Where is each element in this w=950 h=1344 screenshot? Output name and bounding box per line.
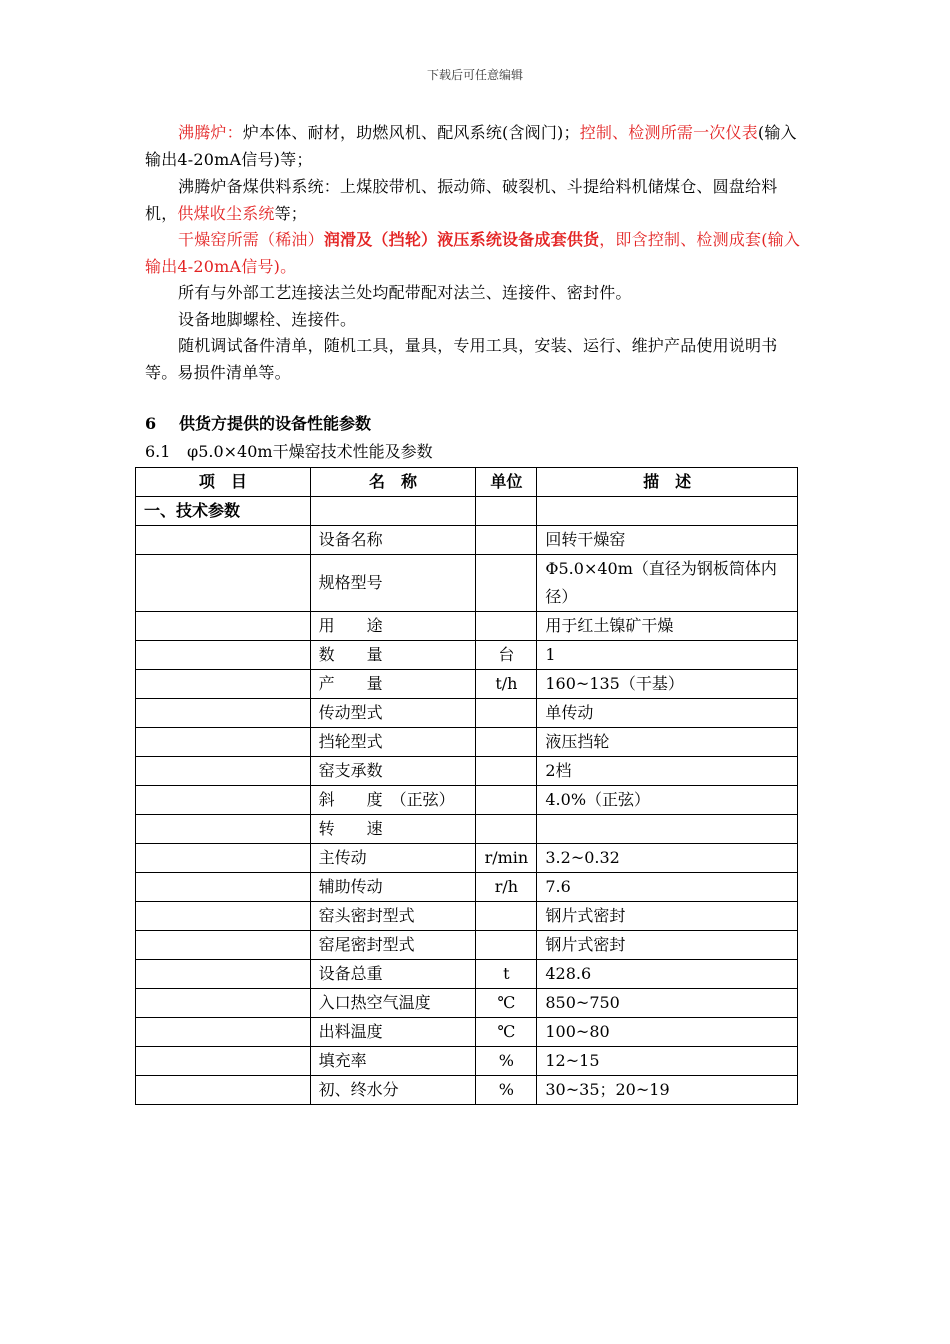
- item-cell: [136, 699, 311, 728]
- name-cell: 用 途: [310, 612, 476, 641]
- unit-cell: ℃: [476, 989, 537, 1018]
- unit-cell: [476, 612, 537, 641]
- table-row: [136, 786, 798, 815]
- name-cell: 窑支承数: [310, 757, 476, 786]
- coal-feed-text: 沸腾炉备煤供料系统：上煤胶带机、振动筛、破裂机、斗提给料机储煤仓、圆盘给料机，: [145, 177, 778, 223]
- unit-cell: [476, 728, 537, 757]
- desc-cell: 4.0%（正弦）: [537, 786, 798, 815]
- unit-cell: [476, 555, 537, 612]
- table-row: [136, 728, 798, 757]
- desc-cell: 12~15: [537, 1047, 798, 1076]
- table-row: [136, 699, 798, 728]
- name-cell: 填充率: [310, 1047, 476, 1076]
- group-label: 一、技术参数: [136, 497, 311, 526]
- boiler-instruments: 控制、检测所需一次仪表: [579, 123, 758, 142]
- item-cell: [136, 612, 311, 641]
- desc-cell: 2档: [537, 757, 798, 786]
- dust-collection: 供煤收尘系统: [177, 203, 275, 223]
- name-cell: 规格型号: [310, 555, 476, 612]
- unit-cell: [476, 757, 537, 786]
- paragraph-spares: 随机调试备件清单，随机工具，量具，专用工具，安装、运行、维护产品使用说明书等。易损件清单等。: [145, 336, 778, 382]
- item-cell: [136, 1018, 311, 1047]
- unit-cell: %: [476, 1076, 537, 1105]
- name-cell: 窑头密封型式: [310, 902, 476, 931]
- desc-cell: 30~35；20~19: [537, 1076, 798, 1105]
- desc-cell: 单传动: [537, 699, 798, 728]
- lubrication-a: 干燥窑所需（稀油）: [178, 230, 324, 249]
- item-cell: [136, 815, 311, 844]
- parameter-table: [135, 467, 798, 1105]
- table-row: [136, 670, 798, 699]
- item-cell: [136, 757, 311, 786]
- table-row: [136, 960, 798, 989]
- empty-cell: [537, 497, 798, 526]
- table-row: [136, 526, 798, 555]
- name-cell: 产 量: [310, 670, 476, 699]
- item-cell: [136, 526, 311, 555]
- item-cell: [136, 989, 311, 1018]
- header-unit: 单位: [476, 468, 537, 497]
- item-cell: [136, 670, 311, 699]
- desc-cell: 7.6: [537, 873, 798, 902]
- item-cell: [136, 786, 311, 815]
- unit-cell: [476, 902, 537, 931]
- desc-cell: 100~80: [537, 1018, 798, 1047]
- desc-cell: 1: [537, 641, 798, 670]
- table-row: [136, 844, 798, 873]
- item-cell: [136, 555, 311, 612]
- item-cell: [136, 902, 311, 931]
- desc-cell: [537, 815, 798, 844]
- subsection-number: 6.1: [145, 442, 171, 461]
- desc-cell: 钢片式密封: [537, 902, 798, 931]
- paragraph-bolts: 设备地脚螺栓、连接件。: [178, 310, 357, 329]
- name-cell: 出料温度: [310, 1018, 476, 1047]
- desc-cell: Φ5.0×40m（直径为钢板筒体内径）: [537, 555, 798, 612]
- table-row: [136, 612, 798, 641]
- desc-cell: 850~750: [537, 989, 798, 1018]
- table-row: [136, 1076, 798, 1105]
- name-cell: 挡轮型式: [310, 728, 476, 757]
- boiler-signal: (输入输出4-20mA信号)等；: [145, 123, 797, 169]
- item-cell: [136, 1076, 311, 1105]
- table-row: [136, 815, 798, 844]
- table-row: [136, 1018, 798, 1047]
- table-row: [136, 989, 798, 1018]
- section-title: 供货方提供的设备性能参数: [179, 414, 372, 433]
- desc-cell: 回转干燥窑: [537, 526, 798, 555]
- subsection-title: φ5.0×40m干燥窑技术性能及参数: [187, 442, 433, 461]
- boiler-components: 炉本体、耐材，助燃风机、配风系统(含阀门)；: [242, 123, 580, 142]
- unit-cell: [476, 526, 537, 555]
- unit-cell: t/h: [476, 670, 537, 699]
- desc-cell: 液压挡轮: [537, 728, 798, 757]
- page-header: 下载后可任意编辑: [426, 68, 523, 82]
- name-cell: 传动型式: [310, 699, 476, 728]
- table-row: [136, 1047, 798, 1076]
- name-cell: 设备总重: [310, 960, 476, 989]
- unit-cell: ℃: [476, 1018, 537, 1047]
- unit-cell: 台: [476, 641, 537, 670]
- item-cell: [136, 931, 311, 960]
- unit-cell: [476, 931, 537, 960]
- header-desc: 描 述: [537, 468, 798, 497]
- desc-cell: 3.2~0.32: [537, 844, 798, 873]
- empty-cell: [476, 497, 537, 526]
- unit-cell: r/min: [476, 844, 537, 873]
- boiler-label: 沸腾炉：: [178, 123, 243, 142]
- group-row: [136, 497, 798, 526]
- desc-cell: 160~135（干基）: [537, 670, 798, 699]
- table-header-row: [136, 468, 798, 497]
- item-cell: [136, 728, 311, 757]
- table-row: [136, 873, 798, 902]
- table-row: [136, 555, 798, 612]
- desc-cell: 用于红土镍矿干燥: [537, 612, 798, 641]
- name-cell: 主传动: [310, 844, 476, 873]
- paragraph-flanges: 所有与外部工艺连接法兰处均配带配对法兰、连接件、密封件。: [178, 283, 632, 302]
- header-name: 名 称: [310, 468, 476, 497]
- desc-cell: 428.6: [537, 960, 798, 989]
- table-row: [136, 641, 798, 670]
- name-cell: 转 速: [310, 815, 476, 844]
- coal-feed-end: 等；: [274, 203, 308, 223]
- unit-cell: r/h: [476, 873, 537, 902]
- item-cell: [136, 1047, 311, 1076]
- section-heading: [145, 411, 371, 434]
- name-cell: 窑尾密封型式: [310, 931, 476, 960]
- paragraph-lubrication: [145, 227, 807, 280]
- paragraph-coal-feed: [145, 174, 807, 227]
- lubrication-b: 润滑及（挡轮）液压系统设备成套供货: [323, 230, 600, 249]
- desc-cell: 钢片式密封: [537, 931, 798, 960]
- name-cell: 入口热空气温度: [310, 989, 476, 1018]
- name-cell: 辅助传动: [310, 873, 476, 902]
- unit-cell: [476, 815, 537, 844]
- unit-cell: %: [476, 1047, 537, 1076]
- item-cell: [136, 873, 311, 902]
- header-item: 项 目: [136, 468, 311, 497]
- name-cell: 斜 度 （正弦）: [310, 786, 476, 815]
- unit-cell: [476, 786, 537, 815]
- item-cell: [136, 960, 311, 989]
- item-cell: [136, 641, 311, 670]
- table-row: [136, 902, 798, 931]
- unit-cell: t: [476, 960, 537, 989]
- name-cell: 数 量: [310, 641, 476, 670]
- section-number: 6: [145, 414, 157, 433]
- item-cell: [136, 844, 311, 873]
- lubrication-c: ，即含控制、检测成套(输入输出4-20mA信号)。: [145, 230, 801, 276]
- empty-cell: [310, 497, 476, 526]
- paragraph-boiler: [145, 120, 807, 173]
- name-cell: 初、终水分: [310, 1076, 476, 1105]
- unit-cell: [476, 699, 537, 728]
- name-cell: 设备名称: [310, 526, 476, 555]
- table-row: [136, 757, 798, 786]
- subsection-heading: [145, 439, 433, 462]
- table-row: [136, 931, 798, 960]
